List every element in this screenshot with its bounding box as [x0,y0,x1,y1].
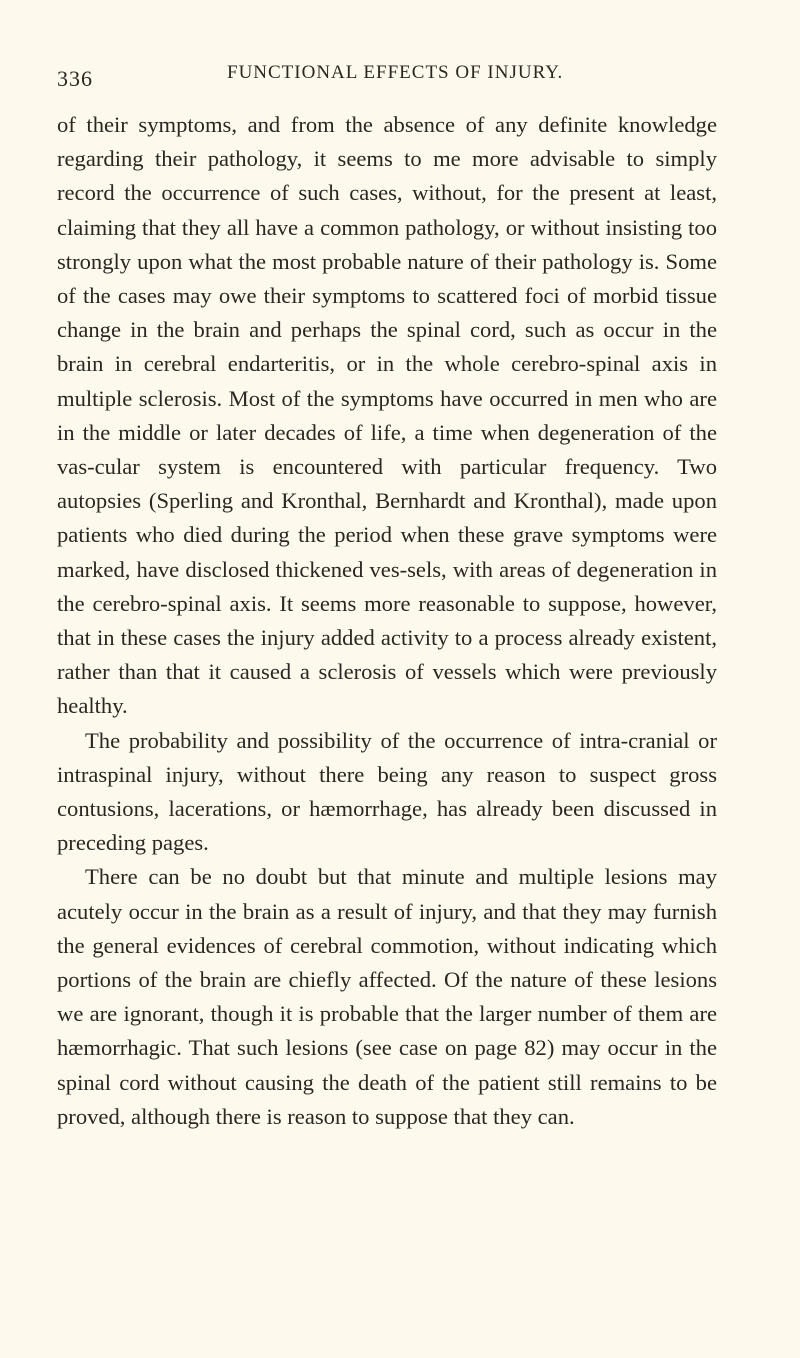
running-head [57,62,757,92]
page-number: 336 [57,66,93,91]
paragraph-multiple-lesions: There can be no doubt but that minute and multiple lesions may acutely occur in the brain as a result of injury, and that they may furnish the general evidences of cerebral commotion, without indicating which portions of the brain are chiefly affected. Of the nature of these lesions we are ignorant, though it is probable that the larger number of them are hæmorrhagic. That such lesions (see case on page 82) may occur in the spinal cord without causing the death of the patient still remains to be proved, although there is reason to suppose that they can. [57,864,717,1129]
running-title: FUNCTIONAL EFFECTS OF INJURY. [227,62,564,83]
body-text [57,108,717,1134]
paragraph-intracranial-injury: The probability and possibility of the occurrence of intra-cranial or intraspinal injury, without there being any reason to suspect gross contusions, lacerations, or hæmorrhage, has already been discussed in preceding pages. [57,727,717,856]
paragraph-continued: of their symptoms, and from the absence of any definite knowledge regarding their pathology, it seems to me more advisable to simply record the occurrence of such cases, without, for the present at least, claiming that they all have a common pathology, or without insisting too strongly upon what the most probable nature of their pathology is. Some of the cases may owe their symptoms to scattered foci of morbid tissue change in the brain and perhaps the spinal cord, such as occur in the brain in cerebral endarteritis, or in the whole cerebro-spinal axis in multiple sclerosis. Most of the symptoms have occurred in men who are in the middle or later decades of life, a time when degeneration of the vas-cular system is encountered with particular frequency. Two autopsies (Sperling and Kronthal, Bernhardt and Kronthal), made upon patients who died during the period when these grave symptoms were marked, have disclosed thickened ves-sels, with areas of degeneration in the cerebro-spinal axis. It seems more reasonable to suppose, however, that in these cases the injury added activity to a process already existent, rather than that it caused a sclerosis of vessels which were previously healthy. [57,112,717,719]
